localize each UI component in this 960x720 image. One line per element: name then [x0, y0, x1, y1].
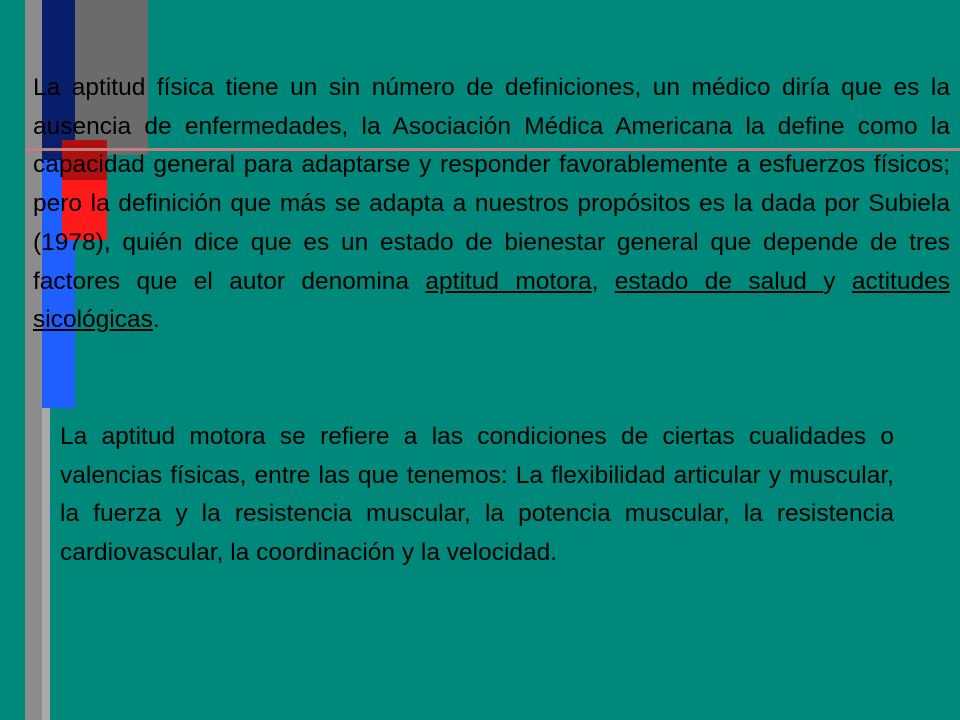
link-aptitud-motora[interactable]: aptitud motora [425, 267, 592, 295]
period-text: . [152, 306, 160, 334]
separator-text: y [823, 267, 852, 295]
link-actitudes-sicologicas[interactable]: actitudes sicológicas [33, 267, 950, 334]
link-estado-de-salud[interactable]: estado de salud [614, 267, 824, 295]
aptitud-motora-paragraph: La aptitud motora se refiere a las condiciones de ciertas cualidades o valencias físicas, entre las que tenemos: La flexibilidad articular y muscular, la fuerza y la resistencia muscular, la potencia muscular, la resistencia cardiovascular, la coordinación y la velocidad. [60, 423, 894, 567]
definition-intro-text: La aptitud física tiene un sin número de definiciones, un médico diría que es la ausencia de enfermedades, la Asociación Médica Americana la define como la capacidad general para adaptarse y responder favorablemente a esfuerzos físicos; pero la definición que más se adapta a nuestros propósitos es la dada por Subiela (1978), quién dice que es un estado de bienestar general que depende de tres factores que el autor denomina [33, 74, 950, 295]
separator-text: , [591, 267, 615, 295]
definition-paragraph [33, 69, 950, 340]
